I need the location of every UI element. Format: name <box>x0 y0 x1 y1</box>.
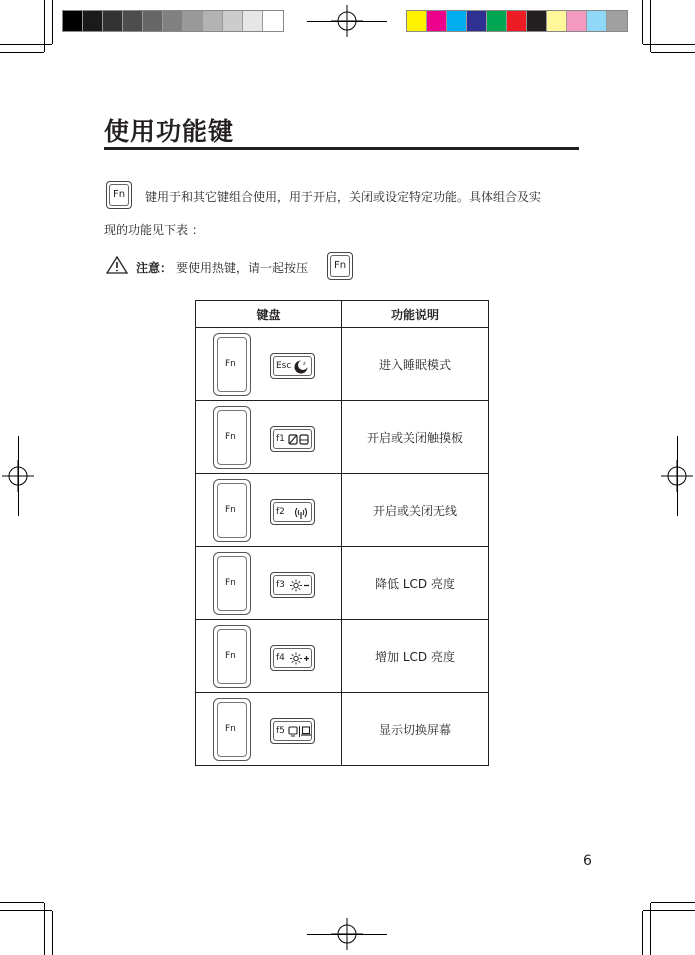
esc-key <box>270 353 315 379</box>
key-label: Esc <box>276 361 292 371</box>
color-swatch <box>407 11 427 31</box>
gray-swatch <box>63 11 83 31</box>
crop-mark <box>52 0 53 44</box>
fn-key-icon <box>106 181 132 209</box>
gray-swatch <box>163 11 183 31</box>
crop-mark <box>642 911 643 955</box>
function-description: 开启或关闭无线 <box>342 474 489 547</box>
color-swatch <box>587 11 607 31</box>
crop-mark <box>651 902 695 903</box>
fn-key-label: Fn <box>112 189 126 200</box>
table-row <box>196 401 489 474</box>
color-swatch <box>567 11 587 31</box>
table-row <box>196 693 489 766</box>
crop-mark <box>0 52 44 53</box>
fn-key <box>213 698 251 761</box>
crop-mark <box>307 21 387 22</box>
key-combo-cell <box>196 474 342 547</box>
page-title: 使用功能键 <box>104 117 235 146</box>
gray-swatch <box>183 11 203 31</box>
fn-key-label: Fn <box>225 651 236 661</box>
color-swatch <box>547 11 567 31</box>
gray-swatch <box>263 11 283 31</box>
gray-swatch <box>103 11 123 31</box>
function-description: 开启或关闭触摸板 <box>342 401 489 474</box>
key-label: f4 <box>276 653 285 663</box>
f4-key <box>270 645 315 671</box>
gray-swatch <box>123 11 143 31</box>
fn-key-label: Fn <box>225 724 236 734</box>
color-swatch <box>447 11 467 31</box>
fn-key <box>213 552 251 615</box>
fn-key-label: Fn <box>333 260 347 271</box>
function-description: 增加 LCD 亮度 <box>342 620 489 693</box>
warning-icon <box>106 256 128 274</box>
key-combo-cell <box>196 328 342 401</box>
fn-key-label: Fn <box>225 359 236 369</box>
crop-mark <box>643 910 695 911</box>
title-rule <box>104 147 579 150</box>
table-header-row <box>196 301 489 328</box>
page-number: 6 <box>583 853 592 869</box>
key-label: f2 <box>276 507 285 517</box>
brightness-up-icon <box>290 651 310 666</box>
f5-key <box>270 718 315 744</box>
gray-calibration-bar <box>62 10 284 32</box>
table-row <box>196 547 489 620</box>
key-combo-cell <box>196 693 342 766</box>
crop-mark <box>642 0 643 44</box>
f3-key <box>270 572 315 598</box>
crop-mark <box>651 52 695 53</box>
fn-key <box>213 625 251 688</box>
crop-mark <box>307 934 387 935</box>
table-row <box>196 474 489 547</box>
note-text: 要使用热键，请一起按压 <box>176 261 309 275</box>
color-calibration-bar <box>406 10 628 32</box>
gray-swatch <box>243 11 263 31</box>
color-swatch <box>487 11 507 31</box>
color-swatch <box>527 11 547 31</box>
fn-key-label: Fn <box>225 578 236 588</box>
fn-key <box>213 406 251 469</box>
key-label: f5 <box>276 726 285 736</box>
crop-mark <box>0 910 52 911</box>
key-combo-cell <box>196 620 342 693</box>
crop-mark <box>18 436 19 516</box>
brightness-down-icon <box>290 578 310 593</box>
key-label: f3 <box>276 580 285 590</box>
gray-swatch <box>83 11 103 31</box>
f1-key <box>270 426 315 452</box>
function-key-table <box>195 300 489 766</box>
gray-swatch <box>223 11 243 31</box>
header-function: 功能说明 <box>342 301 489 328</box>
display-switch-icon <box>288 724 312 739</box>
fn-key-icon <box>327 252 353 280</box>
svg-text:z: z <box>303 361 306 367</box>
color-swatch <box>467 11 487 31</box>
key-combo-cell <box>196 547 342 620</box>
key-combo-cell <box>196 401 342 474</box>
intro-text-line2: 现的功能见下表 ： <box>104 223 204 237</box>
function-description: 降低 LCD 亮度 <box>342 547 489 620</box>
crop-mark <box>0 44 52 45</box>
function-description: 显示切换屏幕 <box>342 693 489 766</box>
fn-key-label: Fn <box>225 432 236 442</box>
touchpad-icon <box>288 432 310 447</box>
table-row <box>196 328 489 401</box>
crop-mark <box>0 902 44 903</box>
color-swatch <box>607 11 627 31</box>
wireless-icon <box>292 505 310 520</box>
gray-swatch <box>203 11 223 31</box>
crop-mark <box>643 44 695 45</box>
fn-key <box>213 479 251 542</box>
crop-mark <box>677 436 678 516</box>
function-description: 进入睡眠模式 <box>342 328 489 401</box>
fn-key-label: Fn <box>225 505 236 515</box>
color-swatch <box>427 11 447 31</box>
header-keyboard: 键盘 <box>196 301 342 328</box>
crop-mark <box>52 911 53 955</box>
key-label: f1 <box>276 434 285 444</box>
gray-swatch <box>143 11 163 31</box>
table-row <box>196 620 489 693</box>
intro-text-line1: 键用于和其它键组合使用，用于开启，关闭或设定特定功能。具体组合及实 <box>145 190 542 204</box>
f2-key <box>270 499 315 525</box>
fn-key <box>213 333 251 396</box>
sleep-moon-icon <box>292 359 310 374</box>
color-swatch <box>507 11 527 31</box>
note-label: 注意： <box>136 261 173 275</box>
